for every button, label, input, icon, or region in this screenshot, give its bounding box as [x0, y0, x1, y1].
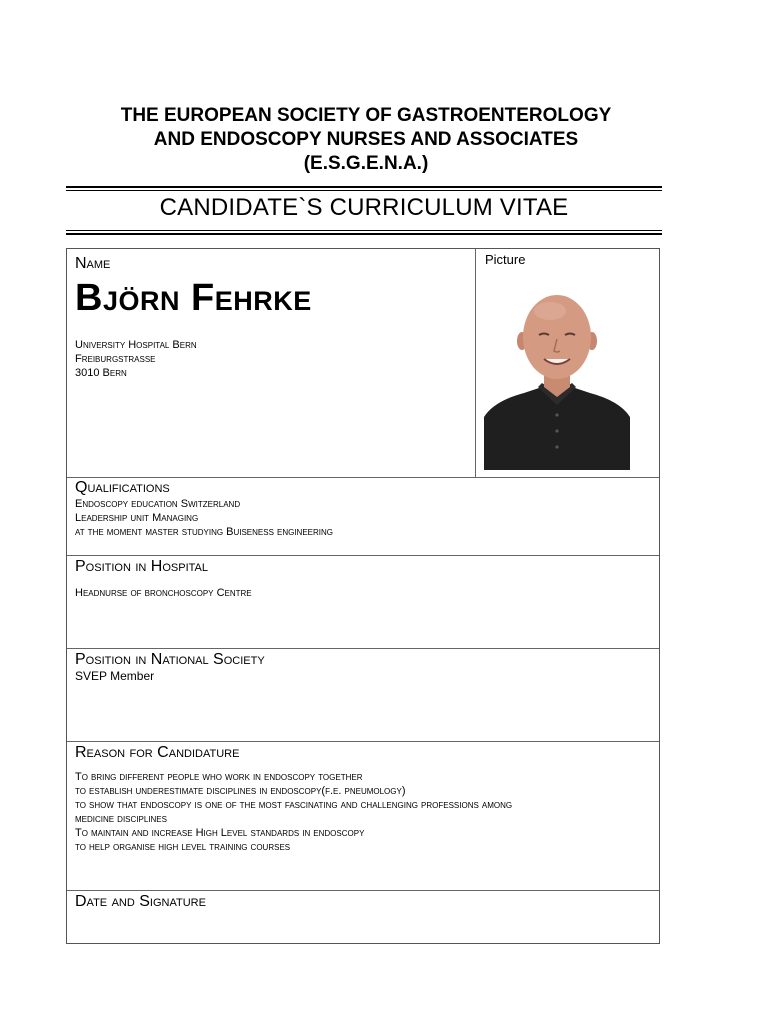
- list-item: Leadership unit Managing: [75, 512, 199, 524]
- signature-section[interactable]: [75, 893, 650, 941]
- name-label: Name: [75, 255, 111, 272]
- picture-divider: [475, 249, 476, 477]
- divider: [67, 741, 659, 742]
- list-item: Endoscopy education Switzerland: [75, 498, 241, 510]
- top-rule-thin: [66, 190, 662, 191]
- qualifications-section: [75, 479, 650, 539]
- list-item: medicine disciplines: [75, 813, 167, 825]
- reason-list: [75, 770, 650, 854]
- position-hospital-label: Position in Hospital: [75, 558, 208, 575]
- society-header: [66, 104, 666, 176]
- position-society-label: Position in National Society: [75, 651, 265, 668]
- list-item: To bring different people who work in endoscopy together: [75, 771, 363, 783]
- bottom-rule-thick: [66, 233, 662, 235]
- cv-form: [66, 248, 660, 944]
- divider: [67, 555, 659, 556]
- list-item: to establish underestimate disciplines in endoscopy(f.e. pneumology): [75, 785, 406, 797]
- reason-section: [75, 744, 650, 854]
- candidate-name: Björn Fehrke: [75, 277, 312, 319]
- address-line: Freiburgstrasse: [75, 353, 156, 365]
- signature-label: Date and Signature: [75, 893, 206, 910]
- address-line: University Hospital Bern: [75, 339, 197, 351]
- list-item: To maintain and increase High Level standards in endoscopy: [75, 827, 365, 839]
- reason-label: Reason for Candidature: [75, 744, 240, 761]
- page-title: CANDIDATE`S CURRICULUM VITAE: [159, 194, 569, 221]
- position-hospital-value: Headnurse of bronchoscopy Centre: [75, 587, 252, 599]
- list-item: to show that endoscopy is one of the most fascinating and challenging professions among: [75, 799, 513, 811]
- header-line-1: THE EUROPEAN SOCIETY OF GASTROENTEROLOGY: [120, 105, 612, 126]
- address-block: [75, 338, 470, 380]
- position-hospital-section: [75, 558, 650, 600]
- candidate-photo: [484, 289, 630, 470]
- divider: [67, 890, 659, 891]
- header-line-3: (E.S.G.E.N.A.): [303, 153, 429, 174]
- divider: [67, 648, 659, 649]
- list-item: to help organise high level training courses: [75, 841, 291, 853]
- divider: [67, 477, 659, 478]
- picture-label: Picture: [485, 252, 526, 267]
- header-line-2: AND ENDOSCOPY NURSES AND ASSOCIATES: [153, 129, 579, 150]
- position-society-value: SVEP Member: [75, 669, 155, 683]
- qualifications-label: Qualifications: [75, 479, 170, 496]
- position-society-section: [75, 651, 650, 683]
- address-line: 3010 Bern: [75, 367, 127, 379]
- top-rule-thick: [66, 186, 662, 188]
- qualifications-list: [75, 497, 650, 539]
- name-section: [75, 255, 470, 380]
- list-item: at the moment master studying Buiseness engineering: [75, 526, 333, 538]
- bottom-rule-thin: [66, 230, 662, 231]
